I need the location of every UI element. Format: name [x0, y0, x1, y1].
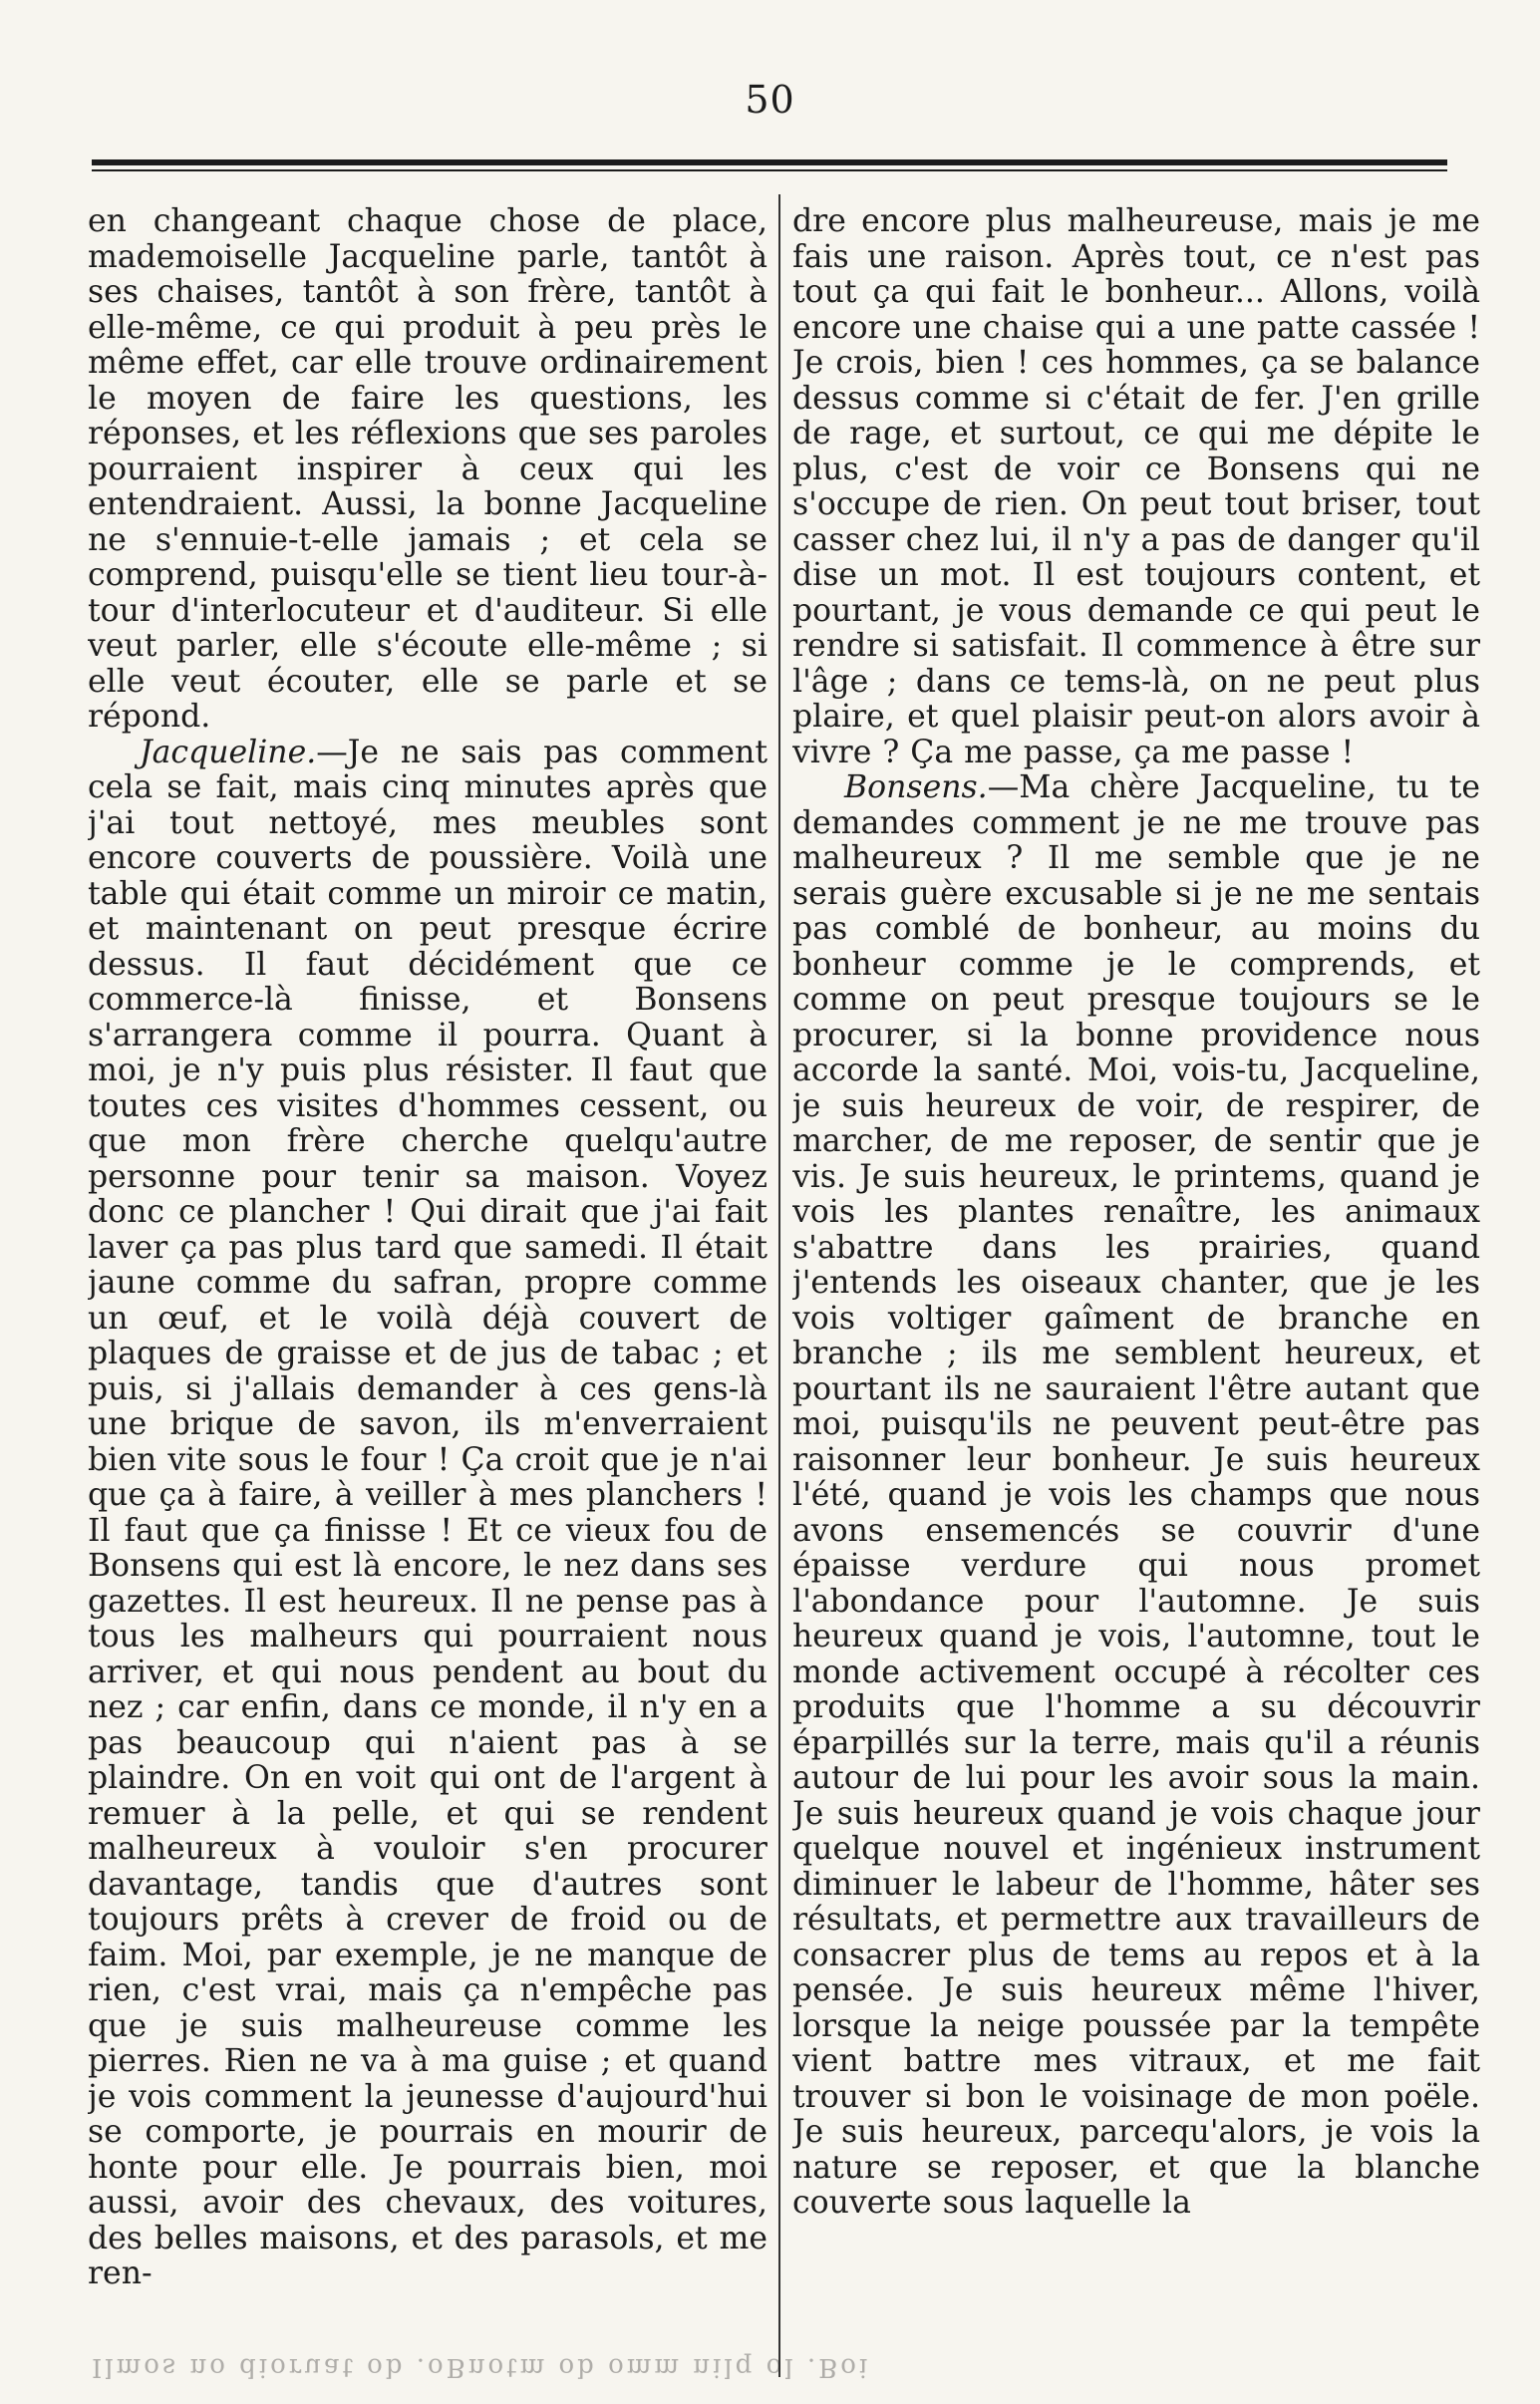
paragraph-bonsens — [792, 770, 1480, 2222]
left-column — [88, 204, 768, 2367]
right-column — [792, 204, 1480, 2367]
paragraph-jacqueline-continued: dre encore plus malheureuse, mais je me fais une raison. Après tout, ce n'est pas tout ça qui fait le bonheur... Allons, voilà encore une chaise qui a une patte cassée ! Je crois, bien ! ces hommes, ça se balance dessus comme si c'était de fer. J'en grille de rage, et surtout, ce qui me dépite le plus, c'est de voir ce Bonsens qui ne s'occupe de rien. On peut tout briser, tout casser chez lui, il n'y a pas de danger qu'il dise un mot. Il est toujours content, et pourtant, je vous demande ce qui peut le rendre si satisfait. Il commence à être sur l'âge ; dans ce tems-là, on ne peut plus plaire, et quel plaisir peut-on alors avoir à vivre ? Ça me passe, ça me passe ! — [792, 204, 1480, 770]
speaker-name: Bonsens. — [844, 769, 988, 805]
column-divider — [778, 194, 780, 2377]
speech-text: —Je ne sais pas comment cela se fait, mais cinq minutes après que j'ai tout nettoyé, mes meubles sont encore couverts de poussière. Voilà une table qui était comme un miroir ce matin, et maintenant on peut presque écrire dessus. Il faut décidément que ce commerce-là finisse, et Bonsens s'arrangera comme il pourra. Quant à moi, je n'y puis plus résister. Il faut que toutes ces visites d'hommes cessent, ou que mon frère cherche quelqu'autre personne pour tenir sa maison. Voyez donc ce plancher ! Qui dirait que j'ai fait laver ça pas plus tard que samedi. Il était jaune comme du safran, propre comme un œuf, et le voilà déjà couvert de plaques de graisse et de jus de tabac ; et puis, si j'allais demander à ces gens-là une brique de savon, ils m'enverraient bien vite sous le four ! Ça croit que je n'ai que ça à faire, à veiller à mes planchers ! Il faut que ça finisse ! Et ce vieux fou de Bonsens qui est là encore, le nez dans ses gazettes. Il est heureux. Il ne pense pas à tous les malheurs qui pourraient nous arriver, et qui nous pendent au bout du nez ; car enfin, dans ce monde, il n'y en a pas beaucoup qui n'aient pas à se plaindre. On en voit qui ont de l'argent à remuer à la pelle, et qui se rendent malheureux à vouloir s'en procurer davantage, tandis que d'autres sont toujours prêts à crever de froid ou de faim. Moi, par exemple, je ne manque de rien, c'est vrai, mais ça n'empêche pas que je suis malheureuse comme les pierres. Rien ne va à ma guise ; et quand je vois comment la jeunesse d'aujourd'hui se comporte, je pourrais en mourir de honte pour elle. Je pourrais bien, moi aussi, avoir des chevaux, des voitures, des belles maisons, et des parasols, et me ren- — [88, 734, 768, 2291]
speech-text: —Ma chère Jacqueline, tu te demandes comment je ne me trouve pas malheureux ? Il me semble que je ne serais guère excusable si je ne me sentais pas comblé de bonheur, au moins du bonheur comme je le comprends, et comme on peut presque toujours se le procurer, si la bonne providence nous accorde la santé. Moi, vois-tu, Jacqueline, je suis heureux de voir, de respirer, de marcher, de me reposer, de sentir que je vis. Je suis heureux, le printems, quand je vois les plantes renaître, les animaux s'abattre dans les prairies, quand j'entends les oiseaux chanter, que je les vois voltiger gaîment de branche en branche ; ils me semblent heureux, et pourtant ils ne sauraient l'être autant que moi, puisqu'ils ne peuvent peut-être pas raisonner leur bonheur. Je suis heureux l'été, quand je vois les champs que nous avons ensemencés se couvrir d'une épaisse verdure qui nous promet l'abondance pour l'automne. Je suis heureux quand je vois, l'automne, tout le monde activement occupé à récolter ces produits que l'homme a su découvrir éparpillés sur la terre, mais qu'il a réunis autour de lui pour les avoir sous la main. Je suis heureux quand je vois chaque jour quelque nouvel et ingénieux instrument diminuer le labeur de l'homme, hâter ses résultats, et permettre aux travailleurs de consacrer plus de tems au repos et à la pensée. Je suis heureux même l'hiver, lorsque la neige poussée par la tempête vient battre mes vitraux, et me fait trouver si bon le voisinage de mon poële. Je suis heureux, parcequ'alors, je vois la nature se reposer, et que la blanche couverte sous laquelle la — [792, 769, 1480, 2221]
page-number: 50 — [745, 78, 795, 122]
paragraph-jacqueline — [88, 736, 768, 2292]
bleed-through-text: Ilmos no dioruat ob .oBnotm ob omm nilq ol .Boi — [92, 2352, 871, 2382]
speaker-name: Jacqueline. — [140, 734, 317, 770]
paragraph-narration: en changeant chaque chose de place, mademoiselle Jacqueline parle, tantôt à ses chaises, tantôt à son frère, tantôt à elle-même, ce qui produit à peu près le même effet, car elle trouve ordinairement le moyen de faire les questions, les réponses, et les réflexions que ses paroles pourraient inspirer à ceux qui les entendraient. Aussi, la bonne Jacqueline ne s'ennuie-t-elle jamais ; et cela se comprend, puisqu'elle se tient lieu tour-à-tour d'interlocuteur et d'auditeur. Si elle veut parler, elle s'écoute elle-même ; si elle veut écouter, elle se parle et se répond. — [88, 204, 768, 735]
header-rule — [92, 159, 1447, 173]
